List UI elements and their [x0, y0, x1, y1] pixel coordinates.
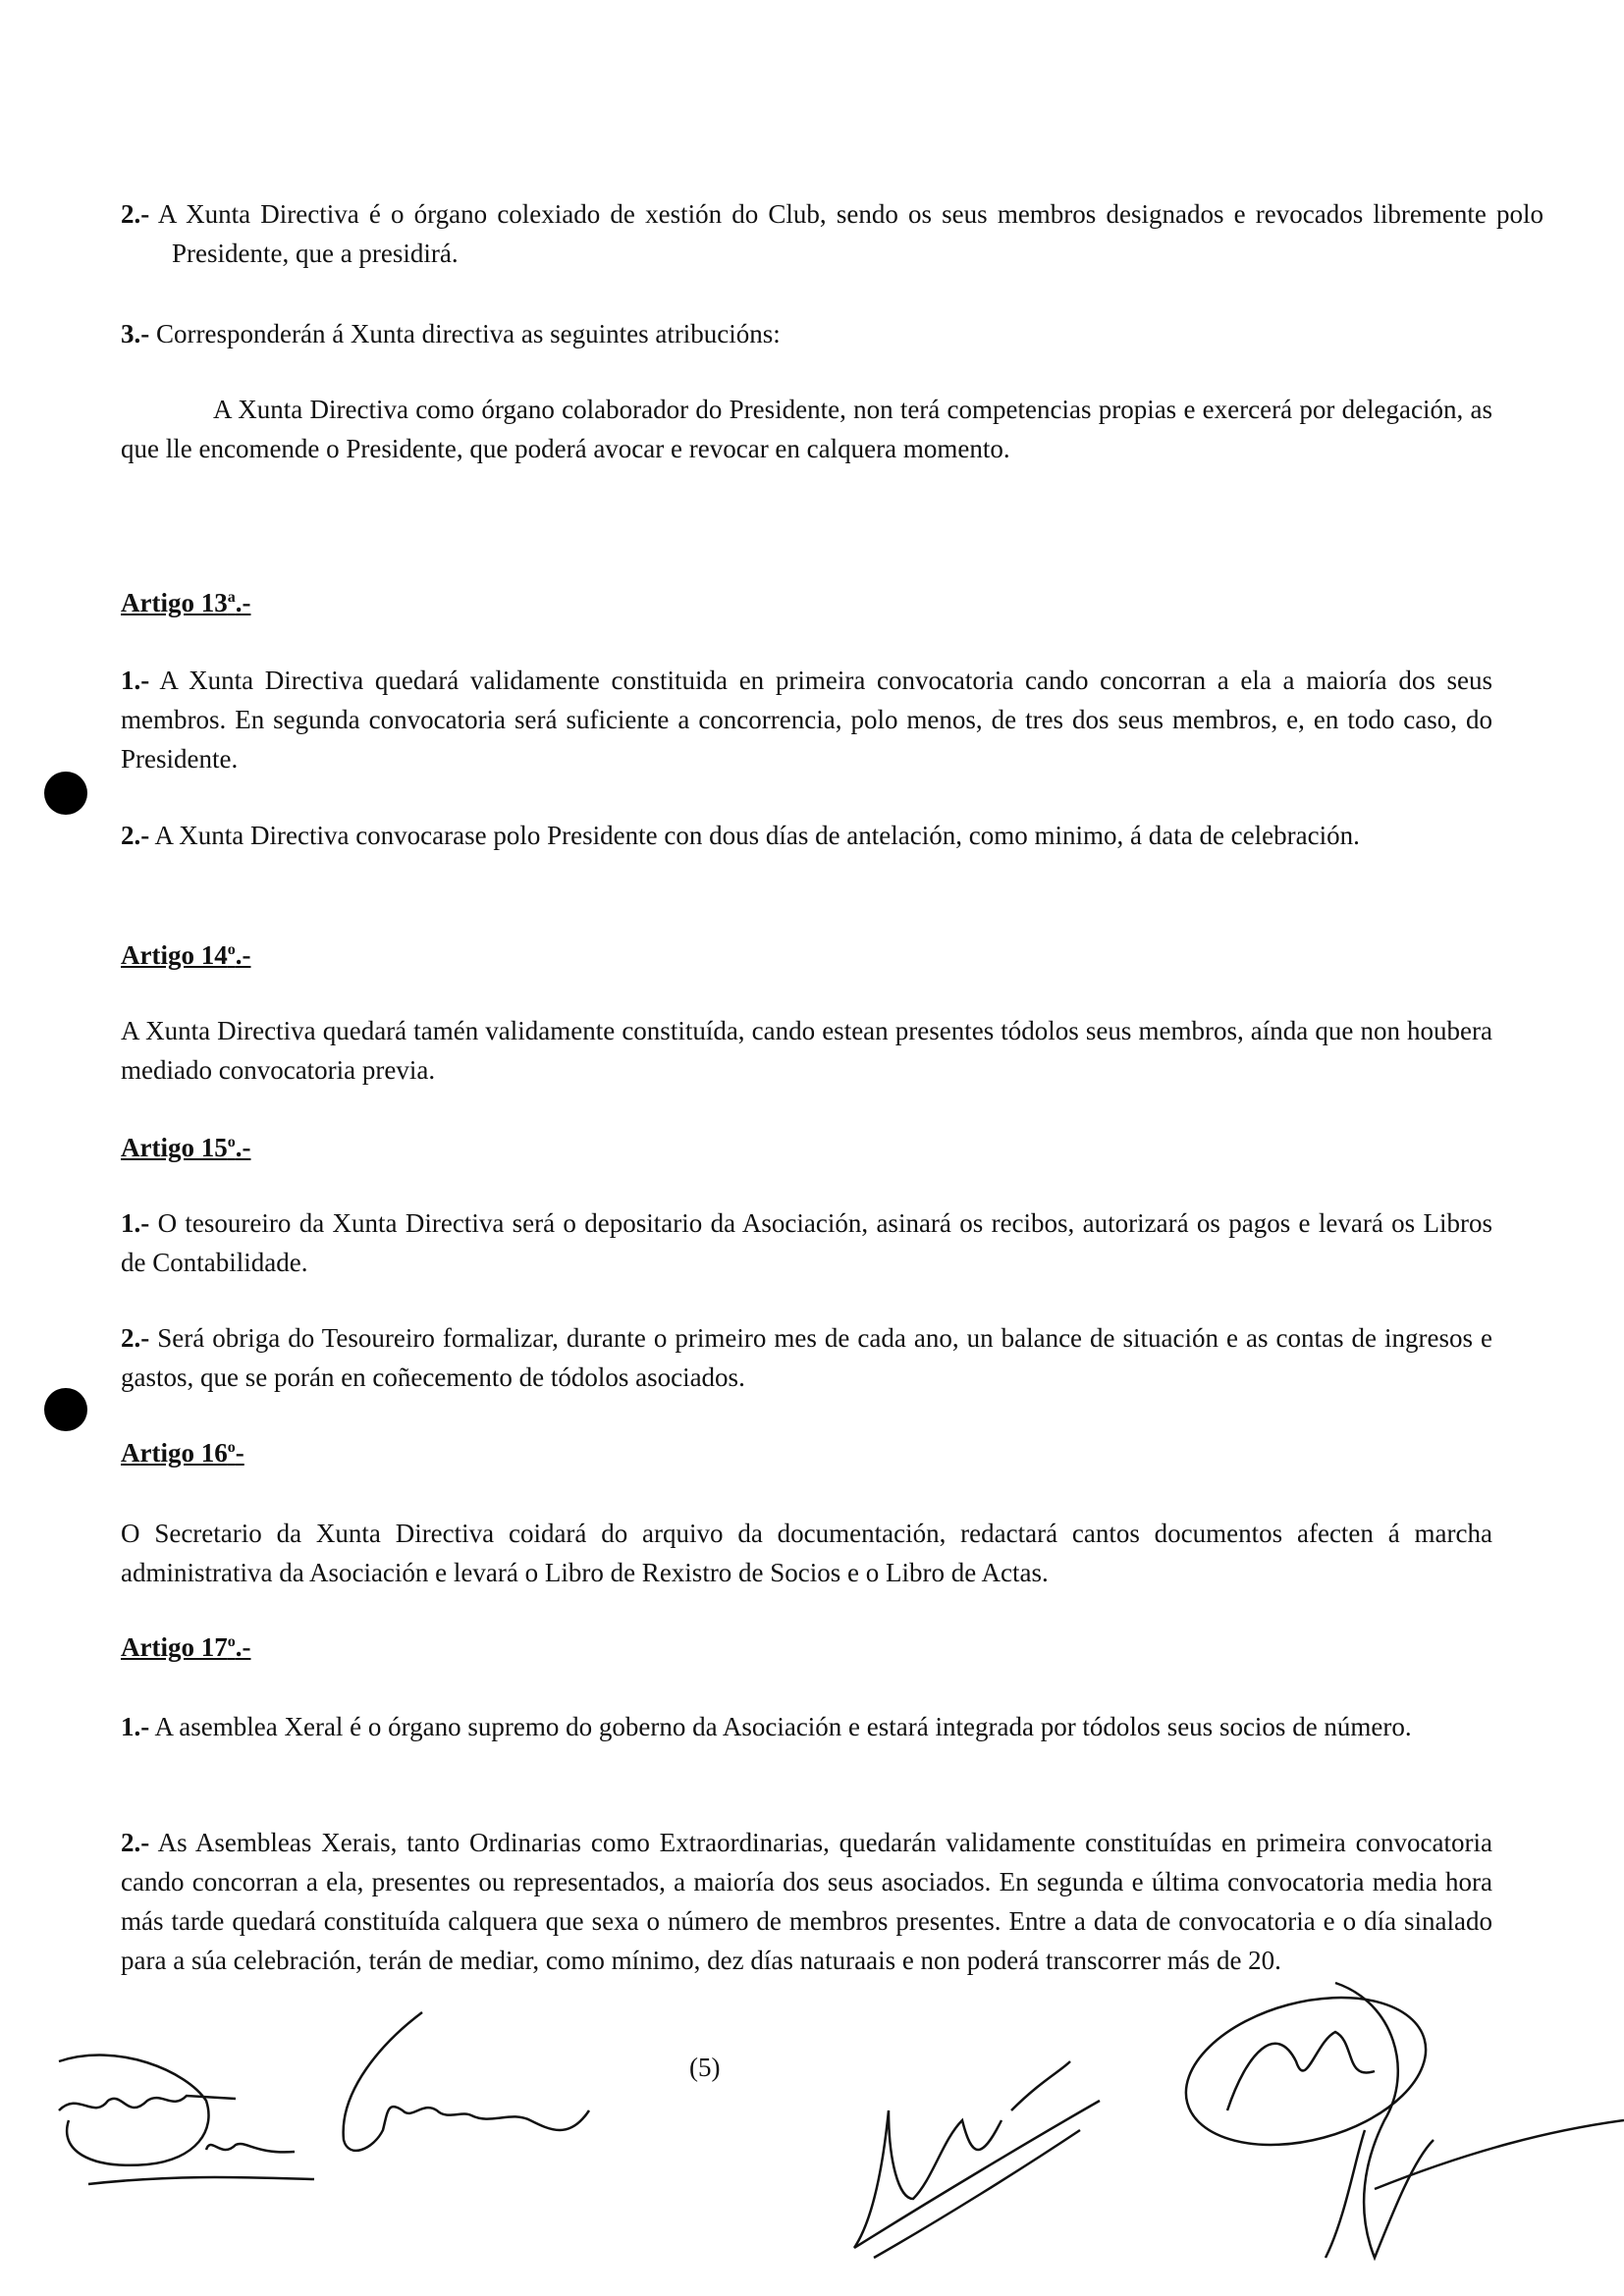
item-number: 1.-	[121, 666, 150, 695]
heading-sup: o	[227, 941, 236, 958]
heading-artigo-17	[121, 1628, 250, 1667]
punch-hole	[44, 772, 87, 815]
page-number: (5)	[689, 2053, 721, 2082]
heading-artigo-14	[121, 935, 250, 975]
item-number: 2.-	[121, 1323, 150, 1353]
item-number: 1.-	[121, 1712, 150, 1741]
item-number: 3.-	[121, 319, 150, 348]
art17-paragraph-1	[121, 1707, 1492, 1746]
art15-paragraph-2	[121, 1318, 1492, 1397]
paragraph-text: As Asembleas Xerais, tanto Ordinarias como Extraordinarias, quedarán validamente constituídas en primeira convocatoria cando concorran a ela, presentes ou representados, a maioría dos seus asociados. En segunda e última convocatoria media hora más tarde quedará constituída calquera que sexa o número de membros presentes. Entre a data de convocatoria e o día sinalado para a súa celebración, terán de mediar, como mínimo, dez días naturaais e non poderá transcorrer más de 20.	[121, 1828, 1492, 1975]
signature-2	[344, 2012, 589, 2151]
item-number: 2.-	[121, 821, 150, 850]
heading-suffix: -	[235, 1438, 244, 1468]
heading-sup: o	[227, 1439, 236, 1456]
art14-paragraph: A Xunta Directiva quedará tamén validamente constituída, cando estean presentes tódolos seus membros, aínda que non houbera mediado convocatoria previa.	[121, 1016, 1492, 1085]
heading-suffix: .-	[235, 1133, 251, 1162]
art13-paragraph-2	[121, 816, 1492, 855]
signature-3	[854, 2061, 1100, 2258]
art15-paragraph-1	[121, 1203, 1492, 1282]
art13-paragraph-1	[121, 661, 1492, 778]
heading-artigo-13	[121, 583, 250, 622]
paragraph-text: A Xunta Directiva convocarase polo Presidente con dous días de antelación, como minimo, á data de celebración.	[149, 821, 1360, 850]
heading-text: Artigo 15	[121, 1133, 228, 1162]
heading-suffix: .-	[235, 940, 251, 970]
item-number: 2.-	[121, 199, 150, 229]
art17-paragraph-2	[121, 1823, 1492, 1980]
heading-text: Artigo 17	[121, 1632, 228, 1662]
art16-paragraph: O Secretario da Xunta Directiva coidará do arquivo da documentación, redactará cantos documentos afecten á marcha administrativa da Asociación e levará o Libro de Rexistro de Socios e o Libro de Actas.	[121, 1519, 1492, 1587]
paragraph-text: A Xunta Directiva quedará validamente constituida en primeira convocatoria cando concorran a ela a maioría dos seus membros. En segunda convocatoria será suficiente a concorrencia, polo menos, de tres dos seus membros, e, en todo caso, do Presidente.	[121, 666, 1492, 774]
paragraph-text: Corresponderán á Xunta directiva as seguintes atribucións:	[149, 319, 781, 348]
heading-artigo-16	[121, 1433, 244, 1472]
paragraph-3	[121, 314, 1492, 353]
signature-1	[59, 2056, 314, 2184]
heading-sup: o	[227, 1633, 236, 1650]
paragraph-atribucions: A Xunta Directiva como órgano colaborador do Presidente, non terá competencias propias e exercerá por delegación, as que lle encomende o Presidente, que poderá avocar e revocar en calquera momento.	[121, 395, 1492, 463]
item-number: 1.-	[121, 1208, 150, 1238]
heading-suffix: .-	[235, 588, 251, 617]
heading-text: Artigo 14	[121, 940, 228, 970]
signature-4	[1169, 1973, 1624, 2258]
heading-sup: o	[227, 1134, 236, 1150]
heading-text: Artigo 13	[121, 588, 228, 617]
heading-suffix: .-	[235, 1632, 251, 1662]
paragraph-text: Será obriga do Tesoureiro formalizar, durante o primeiro mes de cada ano, un balance de situación e as contas de ingresos e gastos, que se porán en coñecemento de tódolos asociados.	[121, 1323, 1492, 1392]
heading-text: Artigo 16	[121, 1438, 228, 1468]
item-number: 2.-	[121, 1828, 150, 1857]
paragraph-text: A asemblea Xeral é o órgano supremo do goberno da Asociación e estará integrada por tódolos seus socios de número.	[149, 1712, 1412, 1741]
paragraph-text: O tesoureiro da Xunta Directiva será o depositario da Asociación, asinará os recibos, autorizará os pagos e levará os Libros de Contabilidade.	[121, 1208, 1492, 1277]
heading-sup: a	[227, 589, 236, 606]
heading-artigo-15	[121, 1128, 250, 1167]
punch-hole	[44, 1388, 87, 1431]
paragraph-text: A Xunta Directiva é o órgano colexiado de xestión do Club, sendo os seus membros designados e revocados libremente polo Presidente, que a presidirá.	[149, 199, 1543, 268]
paragraph-2	[121, 194, 1543, 273]
